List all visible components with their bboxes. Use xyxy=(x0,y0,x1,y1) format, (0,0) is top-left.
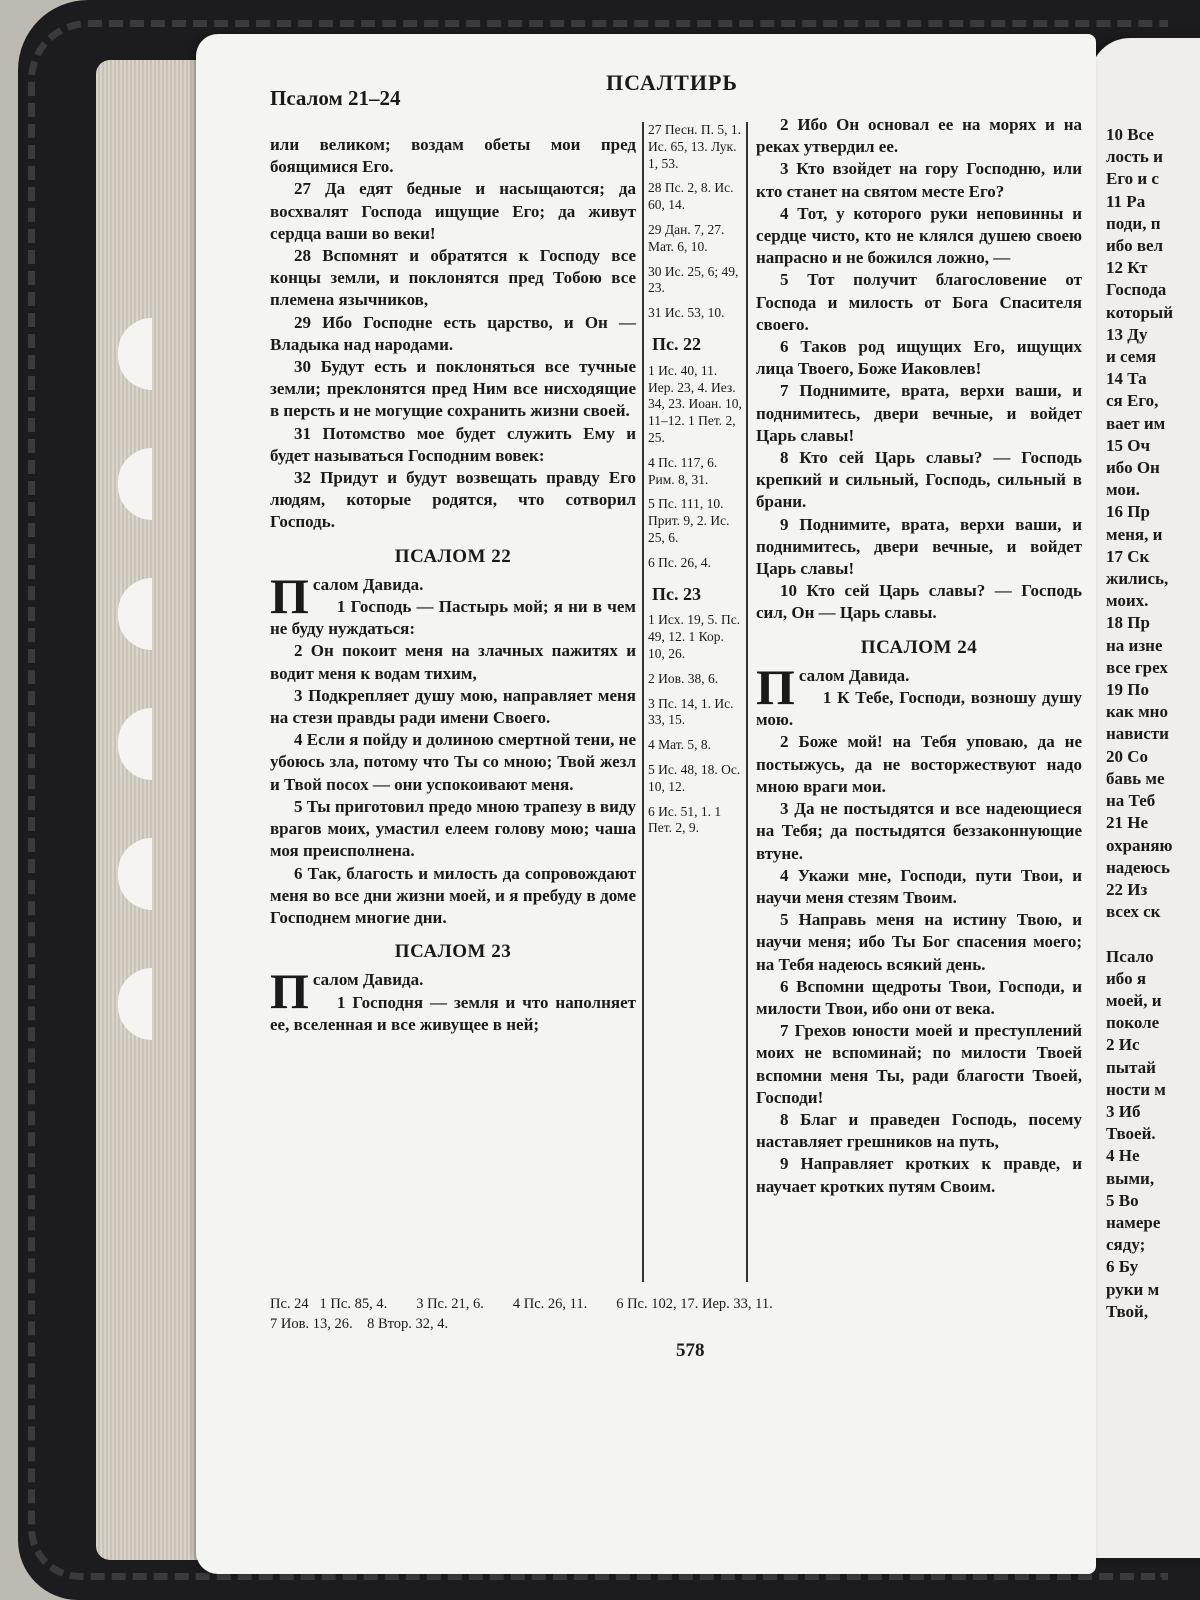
reference: 30 Ис. 25, 6; 49, 23. xyxy=(648,263,739,296)
reference: 1 Исх. 19, 5. Пс. 49, 12. 1 Кор. 10, 26. xyxy=(648,612,741,661)
book-title: ПСАЛТИРЬ xyxy=(606,70,738,95)
verse: 5 Ты приготовил предо мною трапезу в виду врагов моих, умастил елеем голову мою; чаша моя преисполнена. xyxy=(270,796,636,861)
verse: 3 Кто взойдет на гору Господню, или кто станет на святом месте Его? xyxy=(756,159,1082,201)
reference: 27 Песн. П. 5, 1. Ис. 65, 13. Лук. 1, 53. xyxy=(648,122,742,171)
next-page-line: 12 Кт xyxy=(1106,258,1148,278)
next-page-line: всех ск xyxy=(1106,902,1161,922)
reference: 28 Пс. 2, 8. Ис. 60, 14. xyxy=(648,180,734,213)
next-page-line: ибо я xyxy=(1106,968,1147,988)
next-page-line: руки м xyxy=(1106,1279,1160,1299)
next-page-line: 4 Не xyxy=(1106,1146,1140,1166)
next-page-line: 13 Ду xyxy=(1106,324,1148,344)
next-page-line: поколе xyxy=(1106,1013,1160,1033)
verse: 7 Поднимите, врата, верхи ваши, и поднимитесь, двери вечные, и войдет Царь славы! xyxy=(756,381,1082,445)
next-page-line: ибо Он xyxy=(1106,458,1160,478)
reference: 1 Ис. 40, 11. Иер. 23, 4. Иез. 34, 23. Иоан. 10, 11–12. 1 Пет. 2, 25. xyxy=(648,362,742,445)
next-page-line: 2 Ис xyxy=(1106,1035,1140,1055)
psalm-heading: ПСАЛОМ 22 xyxy=(394,545,512,567)
verse: 3 Подкрепляет душу мою, направляет меня на стези правды ради имени Своего. xyxy=(270,685,636,728)
verse: 6 Таков род ищущих Его, ищущих лица Твоего, Боже Иаковлев! xyxy=(756,337,1082,379)
verse: или великом; воздам обеты мои пред боящимися Его. xyxy=(270,135,636,177)
column-rule xyxy=(746,122,748,1282)
running-header: Псалом 21–24 xyxy=(270,86,401,110)
verse: 1 Господь — Пастырь мой; я ни в чем не буду нуждаться: xyxy=(270,597,636,639)
next-page-line: моей, и xyxy=(1106,990,1162,1010)
verse: 2 Он покоит меня на злачных пажитях и водит меня к водам тихим, xyxy=(270,641,636,683)
verse: 6 Вспомни щедроты Твои, Господи, и милости Твои, ибо они от века. xyxy=(756,976,1082,1018)
next-page-line: 22 Из xyxy=(1106,879,1148,899)
verse: 2 Боже мой! на Тебя уповаю, да не постыжусь, да не восторжествуют надо мною враги мои. xyxy=(756,732,1082,796)
next-page-line: сяду; xyxy=(1106,1235,1146,1255)
text-column-left xyxy=(270,134,636,1036)
next-page-line: нависти xyxy=(1106,724,1169,744)
psalm-heading: ПСАЛОМ 24 xyxy=(860,636,978,658)
next-page-line: 21 Не xyxy=(1106,813,1149,833)
next-page-line: поди, п xyxy=(1106,213,1161,233)
next-page-line: 15 Оч xyxy=(1106,435,1151,455)
reference-heading: Пс. 23 xyxy=(652,583,701,604)
next-page-text xyxy=(1106,124,1200,1323)
next-page-line: Псало xyxy=(1106,946,1154,966)
cross-references xyxy=(648,122,742,845)
reference: 6 Ис. 51, 1. 1 Пет. 2, 9. xyxy=(648,803,722,836)
drop-cap: П xyxy=(270,963,309,1020)
verse: 3 Да не постыдятся и все надеющиеся на Тебя; да постыдятся беззаконнующие втуне. xyxy=(756,799,1082,863)
verse: 29 Ибо Господне есть царство, и Он — Владыка над народами. xyxy=(270,312,636,354)
reference: 5 Пс. 111, 10. Прит. 9, 2. Ис. 25, 6. xyxy=(648,496,730,545)
verse: 1 Господня — земля и что наполняет ее, вселенная и все живущее в ней; xyxy=(270,992,636,1034)
verse: 4 Тот, у которого руки неповинны и сердце чисто, кто не клялся душею своею напрасно и не божился ложно, — xyxy=(756,203,1082,268)
reference: 29 Дан. 7, 27. Мат. 6, 10. xyxy=(648,221,725,254)
next-page-line: на изне xyxy=(1106,635,1163,655)
reference: 5 Ис. 48, 18. Ос. 10, 12. xyxy=(648,761,741,794)
verse: 9 Направляет кротких к правде, и научает кротких путям Своим. xyxy=(756,1154,1082,1196)
verse: 5 Направь меня на истину Твою, и научи меня; ибо Ты Бог спасения моего; на Тебя надеюсь всякий день. xyxy=(756,910,1082,974)
reference: 2 Иов. 38, 6. xyxy=(648,670,719,686)
text-column-right xyxy=(756,114,1082,1198)
verse: 28 Вспомнят и обратятся к Господу все концы земли, и поклонятся пред Тобою все племена язычников, xyxy=(270,246,636,310)
next-page-line: 17 Ск xyxy=(1106,546,1150,566)
next-page-line: 5 Во xyxy=(1106,1190,1139,1210)
next-page-line: надеюсь xyxy=(1106,857,1170,877)
next-page-line: ности м xyxy=(1106,1079,1166,1099)
next-page-line: 20 Со xyxy=(1106,746,1149,766)
column-rule xyxy=(642,122,644,1282)
verse: 31 Потомство мое будет служить Ему и будет называться Господним вовек: xyxy=(270,423,636,465)
reference: 3 Пс. 14, 1. Ис. 33, 15. xyxy=(648,695,734,728)
next-page-line: намере xyxy=(1106,1212,1161,1232)
next-page-line: ся Его, xyxy=(1106,391,1159,411)
verse: 5 Тот получит благословение от Господа и милость от Бога Спасителя своего. xyxy=(756,270,1082,334)
verse: 27 Да едят бедные и насыщаются; да восхвалят Господа ищущие Его; да живут сердца ваши во веки! xyxy=(270,179,636,243)
next-page-line: мои. xyxy=(1106,480,1140,500)
next-page-line: меня, и xyxy=(1106,524,1163,544)
verse: 1 К Тебе, Господи, возношу душу мою. xyxy=(756,688,1082,730)
footnote-line: Пс. 24 1 Пс. 85, 4. 3 Пс. 21, 6. 4 Пс. 26, 11. 6 Пс. 102, 17. Иер. 33, 11. xyxy=(270,1296,773,1312)
next-page-line: и семя xyxy=(1106,347,1157,367)
next-page-line xyxy=(1106,923,1200,945)
next-page-line: пытай xyxy=(1106,1057,1156,1077)
next-page-line: как мно xyxy=(1106,702,1168,722)
psalm-superscription: салом Давида. xyxy=(312,574,424,594)
bible-page xyxy=(196,34,1096,1574)
reference: 4 Мат. 5, 8. xyxy=(648,737,712,753)
next-page-line: Господа xyxy=(1106,280,1167,300)
next-page-line: на Теб xyxy=(1106,791,1156,811)
next-page-line: жились, xyxy=(1106,569,1169,589)
psalm-heading: ПСАЛОМ 23 xyxy=(394,941,512,963)
next-page-line: бавь ме xyxy=(1106,768,1165,788)
verse: 4 Укажи мне, Господи, пути Твои, и научи меня стезям Твоим. xyxy=(756,865,1082,907)
verse: 30 Будут есть и поклоняться все тучные земли; преклонятся пред Ним все нисходящие в персть и не могущие сохранить жизни своей. xyxy=(270,357,636,421)
page-number: 578 xyxy=(676,1340,705,1361)
verse: 4 Если я пойду и долиною смертной тени, не убоюсь зла, потому что Ты со мною; Твой жезл и Твой посох — они успокоивают меня. xyxy=(270,730,636,794)
verse: 8 Благ и праведен Господь, посему наставляет грешников на путь, xyxy=(756,1109,1082,1152)
next-page-line: выми, xyxy=(1106,1168,1155,1188)
verse: 6 Так, благость и милость да сопровождают меня во все дни жизни моей, и я пребуду в доме Господнем многие дни. xyxy=(270,863,636,927)
next-page-line: 6 Бу xyxy=(1106,1257,1139,1277)
verse: 9 Поднимите, врата, верхи ваши, и поднимитесь, двери вечные, и войдет Царь славы! xyxy=(756,514,1082,579)
next-page-line: который xyxy=(1106,302,1173,322)
next-page-line: 14 Та xyxy=(1106,369,1147,389)
next-page-line: 16 Пр xyxy=(1106,502,1150,522)
reference: 6 Пс. 26, 4. xyxy=(648,554,711,570)
next-page-line: вает им xyxy=(1106,413,1166,433)
next-page-line: Твоей. xyxy=(1106,1124,1156,1144)
verse: 2 Ибо Он основал ее на морях и на реках утвердил ее. xyxy=(756,115,1082,157)
reference: 31 Ис. 53, 10. xyxy=(648,305,725,321)
next-page-edge xyxy=(1090,38,1200,1558)
next-page-line: Его и с xyxy=(1106,169,1159,189)
next-page-line: лость и xyxy=(1106,147,1163,167)
psalm-superscription: салом Давида. xyxy=(798,665,910,685)
verse: 8 Кто сей Царь славы? — Господь крепкий и сильный, Господь, сильный в брани. xyxy=(756,448,1082,512)
drop-cap: П xyxy=(270,567,309,624)
next-page-line: 10 Все xyxy=(1106,125,1154,144)
next-page-line: моих. xyxy=(1106,591,1149,611)
next-page-line: Твой, xyxy=(1106,1301,1149,1321)
verse: 10 Кто сей Царь славы? — Господь сил, Он — Царь славы. xyxy=(756,581,1082,623)
next-page-line: ибо вел xyxy=(1106,236,1164,256)
footnotes xyxy=(270,1294,1090,1334)
next-page-line: все грех xyxy=(1106,657,1168,677)
reference-heading: Пс. 22 xyxy=(652,333,701,354)
drop-cap: П xyxy=(756,658,795,715)
next-page-line: 18 Пр xyxy=(1106,613,1150,633)
psalm-superscription: салом Давида. xyxy=(312,970,424,990)
next-page-line: 3 Иб xyxy=(1106,1101,1141,1121)
reference: 4 Пс. 117, 6. Рим. 8, 31. xyxy=(648,454,718,487)
verse: 7 Грехов юности моей и преступлений моих не вспоминай; по милости Твоей вспомни меня Ты, ради благости Твоей, Господи! xyxy=(756,1021,1082,1107)
verse: 32 Придут и будут возвещать правду Его людям, которые родятся, что сотворил Господь. xyxy=(270,468,636,532)
next-page-line: 11 Ра xyxy=(1106,191,1146,211)
footnote-line: 7 Иов. 13, 26. 8 Втор. 32, 4. xyxy=(270,1316,449,1332)
next-page-line: 19 По xyxy=(1106,680,1149,700)
next-page-line: охраняю xyxy=(1106,835,1173,855)
